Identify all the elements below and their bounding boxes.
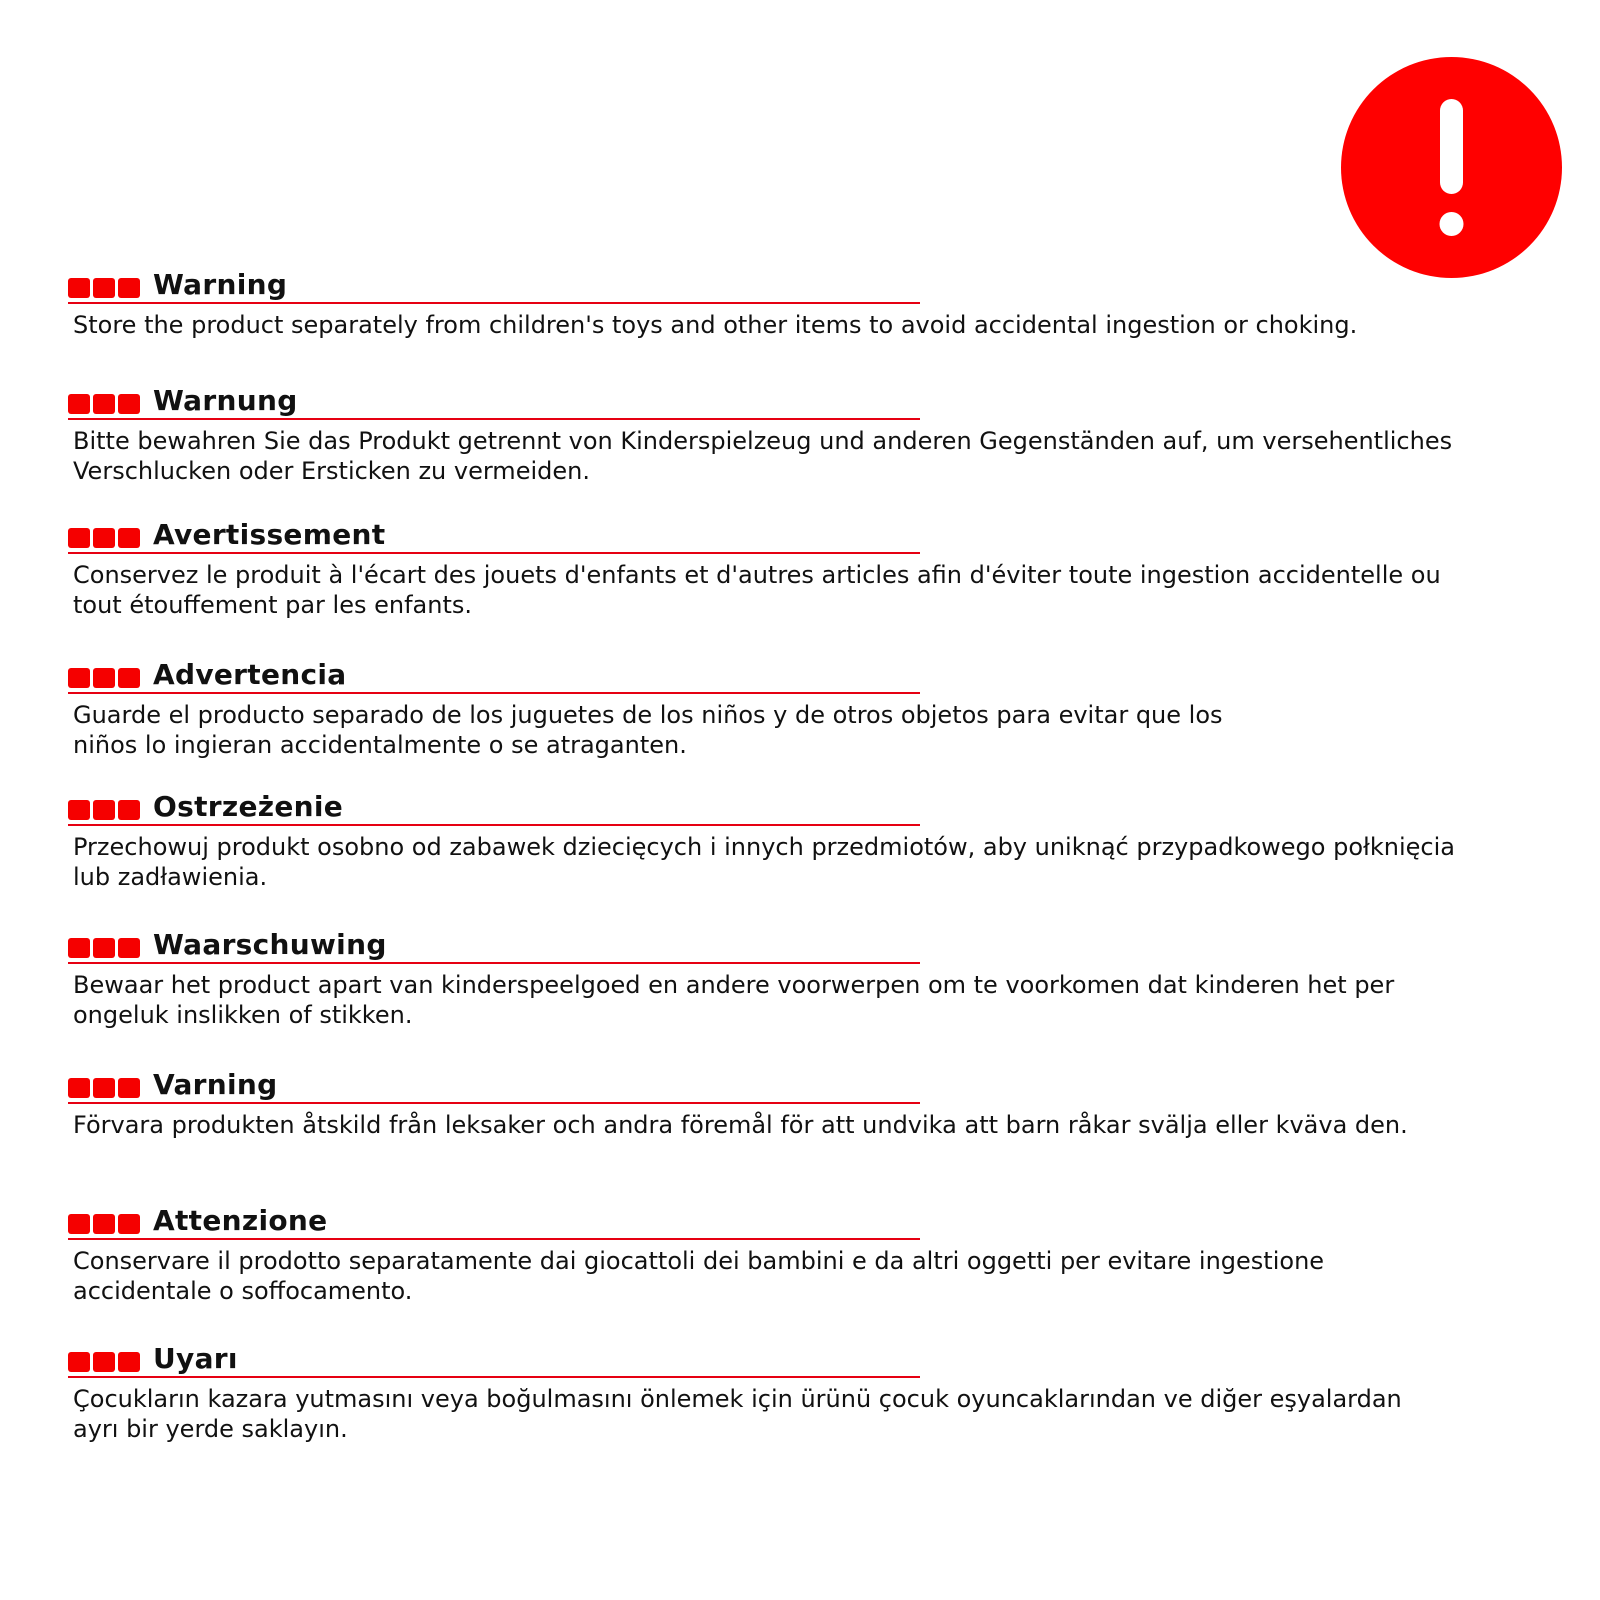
red-square	[68, 394, 90, 414]
warning-section-de	[68, 386, 1508, 486]
red-square	[68, 1214, 90, 1234]
red-square	[118, 278, 140, 298]
red-square	[68, 528, 90, 548]
section-text: Bitte bewahren Sie das Produkt getrennt von Kinderspielzeug und anderen Gegenständen auf, um versehentliches Verschlucken oder Ersticken zu vermeiden.	[73, 427, 1453, 485]
section-title: Attenzione	[153, 1204, 328, 1237]
red-square	[93, 1352, 115, 1372]
section-heading	[68, 270, 920, 304]
red-square	[118, 1214, 140, 1234]
red-square	[93, 938, 115, 958]
section-title: Warning	[153, 268, 288, 301]
section-heading	[68, 792, 920, 826]
heading-squares	[68, 668, 140, 688]
heading-squares	[68, 278, 140, 298]
section-title: Warnung	[153, 384, 298, 417]
warning-section-pl	[68, 792, 1508, 892]
section-heading	[68, 1070, 920, 1104]
warning-section-tr	[68, 1344, 1508, 1444]
section-title: Ostrzeżenie	[153, 790, 344, 823]
red-square	[68, 668, 90, 688]
heading-squares	[68, 528, 140, 548]
warning-section-it	[68, 1206, 1508, 1306]
section-heading	[68, 1344, 920, 1378]
section-heading	[68, 1206, 920, 1240]
exclamation-circle-icon	[1341, 57, 1562, 278]
warning-section-en	[68, 270, 1508, 340]
red-square	[118, 668, 140, 688]
section-text: Guarde el producto separado de los juguetes de los niños y de otros objetos para evitar que los niños lo ingieran accidentalmente o se atraganten.	[73, 701, 1223, 759]
red-square	[118, 528, 140, 548]
section-text: Bewaar het product apart van kinderspeelgoed en andere voorwerpen om te voorkomen dat kinderen het per ongeluk inslikken of stikken.	[73, 971, 1395, 1029]
warning-section-sv	[68, 1070, 1508, 1140]
heading-squares	[68, 1078, 140, 1098]
red-square	[68, 800, 90, 820]
heading-squares	[68, 800, 140, 820]
section-title: Avertissement	[153, 518, 386, 551]
warning-section-nl	[68, 930, 1508, 1030]
section-title: Waarschuwing	[153, 928, 387, 961]
section-text: Çocukların kazara yutmasını veya boğulmasını önlemek için ürünü çocuk oyuncaklarından ve diğer eşyalardan ayrı bir yerde saklayın.	[73, 1385, 1402, 1443]
red-square	[93, 1078, 115, 1098]
section-title: Advertencia	[153, 658, 347, 691]
section-text: Conservez le produit à l'écart des jouets d'enfants et d'autres articles afin d'éviter toute ingestion accidentelle ou tout étouffement par les enfants.	[73, 561, 1441, 619]
section-heading	[68, 930, 920, 964]
heading-squares	[68, 1352, 140, 1372]
red-square	[118, 394, 140, 414]
section-title: Varning	[153, 1068, 278, 1101]
red-square	[93, 528, 115, 548]
red-square	[93, 800, 115, 820]
warning-section-es	[68, 660, 1508, 760]
section-heading	[68, 660, 920, 694]
heading-squares	[68, 394, 140, 414]
section-title: Uyarı	[153, 1342, 238, 1375]
section-text: Conservare il prodotto separatamente dai giocattoli dei bambini e da altri oggetti per evitare ingestione accidentale o soffocamento.	[73, 1247, 1325, 1305]
warning-section-fr	[68, 520, 1508, 620]
red-square	[93, 278, 115, 298]
red-square	[118, 1352, 140, 1372]
red-square	[93, 1214, 115, 1234]
red-square	[118, 938, 140, 958]
red-square	[118, 1078, 140, 1098]
heading-squares	[68, 1214, 140, 1234]
red-square	[118, 800, 140, 820]
section-text: Przechowuj produkt osobno od zabawek dziecięcych i innych przedmiotów, aby uniknąć przypadkowego połknięcia lub zadławienia.	[73, 833, 1455, 891]
red-square	[68, 1352, 90, 1372]
red-square	[68, 278, 90, 298]
red-square	[68, 1078, 90, 1098]
section-text: Förvara produkten åtskild från leksaker och andra föremål för att undvika att barn råkar svälja eller kväva den.	[73, 1111, 1408, 1139]
red-square	[93, 668, 115, 688]
section-heading	[68, 386, 920, 420]
heading-squares	[68, 938, 140, 958]
section-heading	[68, 520, 920, 554]
section-text: Store the product separately from children's toys and other items to avoid accidental ingestion or choking.	[73, 311, 1358, 339]
red-square	[93, 394, 115, 414]
red-square	[68, 938, 90, 958]
